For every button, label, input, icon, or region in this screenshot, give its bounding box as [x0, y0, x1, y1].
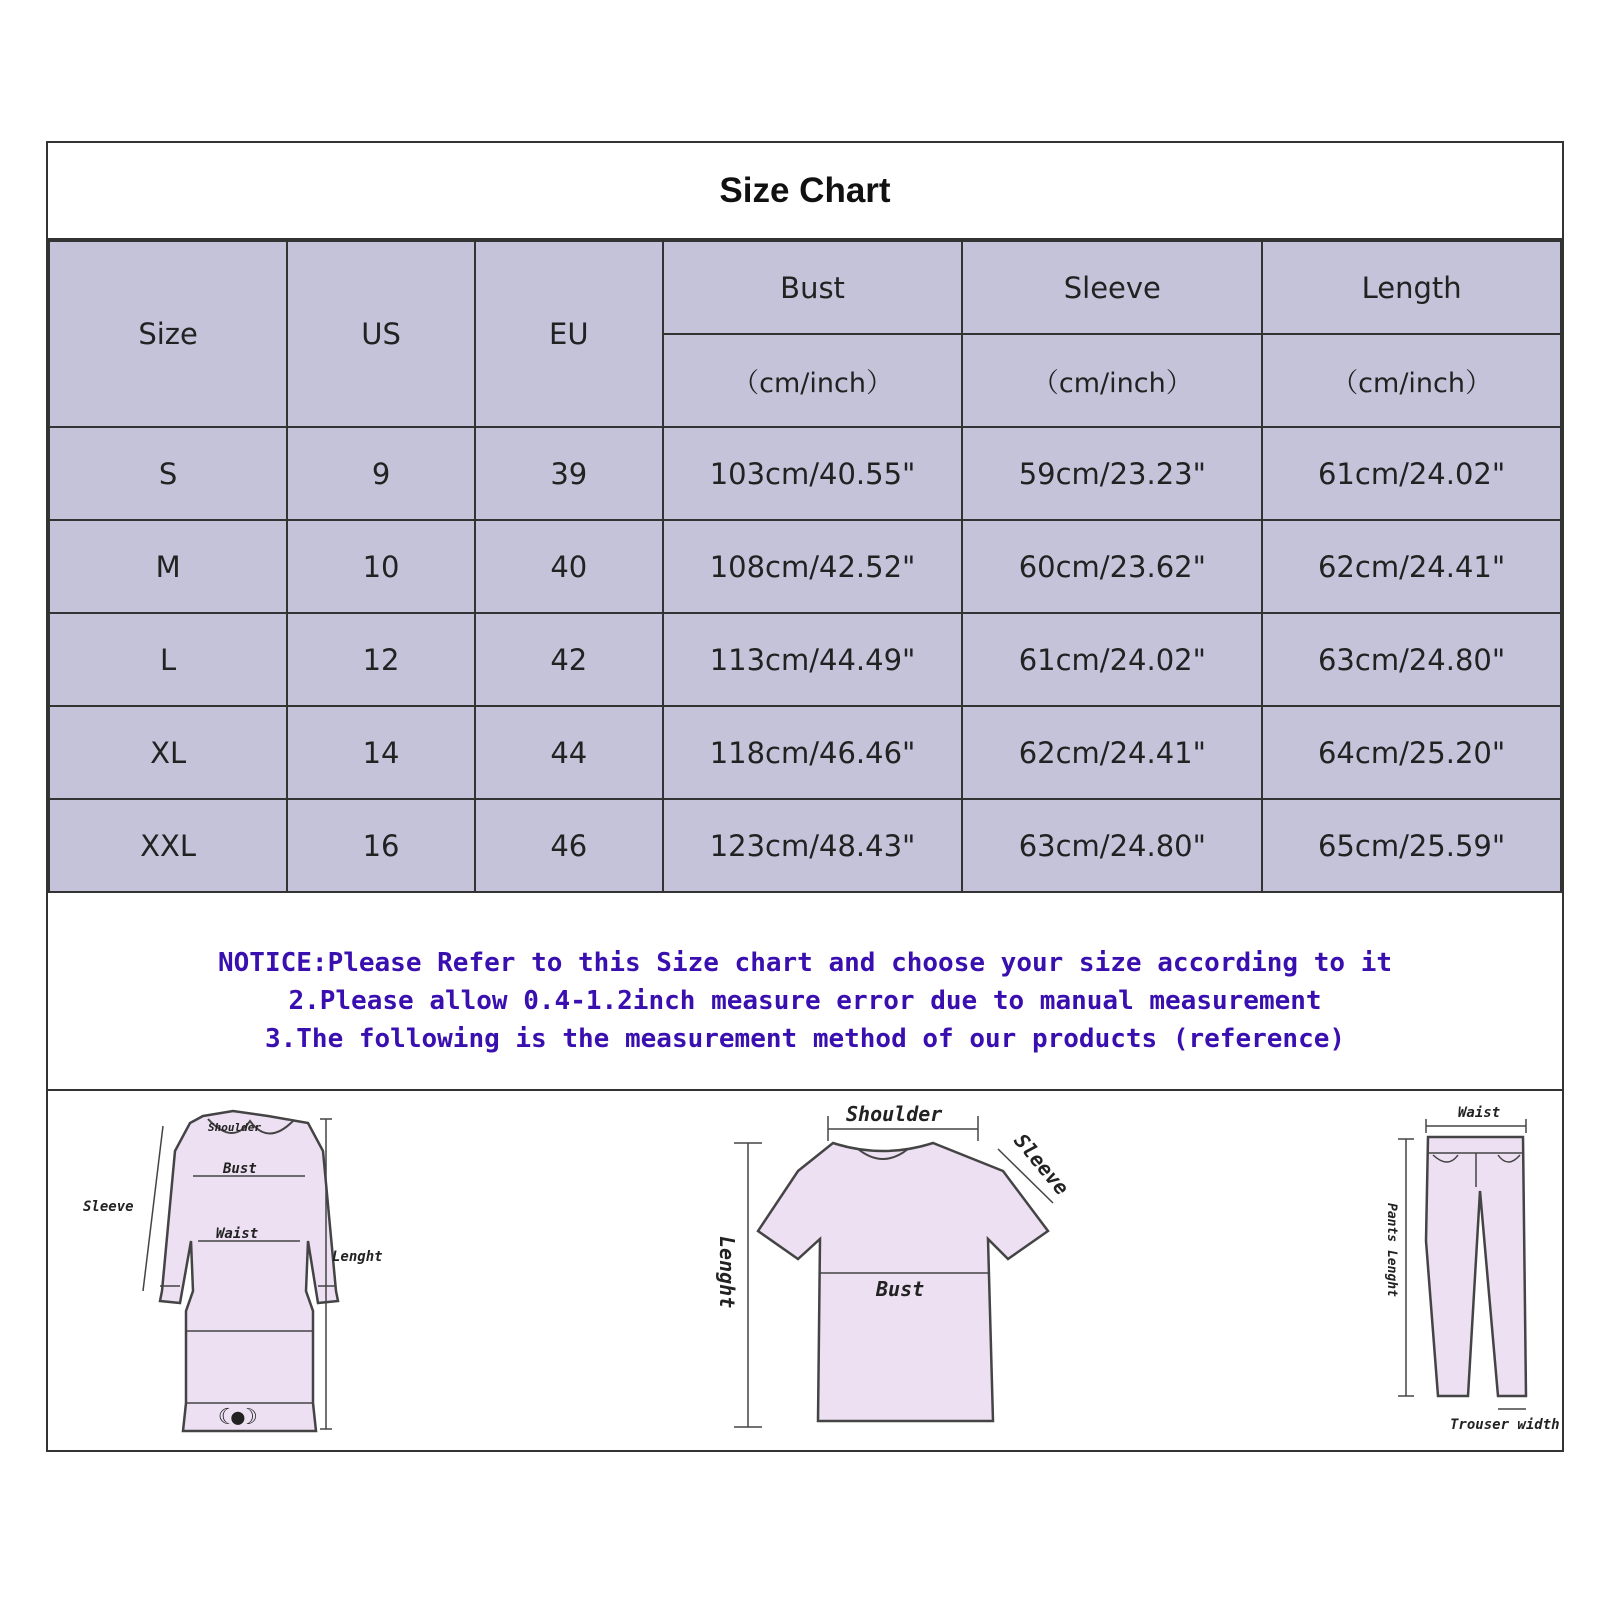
header-bust: Bust [663, 241, 963, 334]
header-eu: EU [475, 241, 663, 427]
notice-line-1: NOTICE:Please Refer to this Size chart and choose your size according to it [218, 947, 1392, 978]
header-us: US [287, 241, 475, 427]
dress-moon-pattern: ☾●☽ [218, 1405, 258, 1430]
table-row [49, 799, 1561, 892]
cell-sleeve: 63cm/24.80" [962, 799, 1262, 892]
notice-line-3: 3.The following is the measurement method of our products (reference) [264, 1023, 1346, 1054]
cell-sleeve: 62cm/24.41" [962, 706, 1262, 799]
pants-waist-label: Waist [1458, 1105, 1501, 1121]
header-bust-unit: （cm/inch） [663, 334, 963, 427]
cell-length: 62cm/24.41" [1262, 520, 1561, 613]
table-row [49, 520, 1561, 613]
cell-bust: 103cm/40.55" [663, 427, 963, 520]
dress-length-label: Lenght [332, 1249, 383, 1265]
cell-size: L [49, 613, 287, 706]
dress-sleeve-label: Sleeve [83, 1199, 134, 1215]
cell-size: XL [49, 706, 287, 799]
notice-box [48, 912, 1562, 1091]
table-row [49, 427, 1561, 520]
header-length-unit: （cm/inch） [1262, 334, 1561, 427]
cell-sleeve: 59cm/23.23" [962, 427, 1262, 520]
notice-line-2: 2.Please allow 0.4-1.2inch measure error due to manual measurement [288, 985, 1322, 1016]
header-sleeve-unit: （cm/inch） [962, 334, 1262, 427]
dress-bust-label: Bust [223, 1161, 257, 1177]
cell-size: S [49, 427, 287, 520]
dress-waist-label: Waist [216, 1226, 259, 1242]
cell-bust: 118cm/46.46" [663, 706, 963, 799]
dress-shoulder-label: Shoulder [208, 1121, 261, 1134]
cell-size: M [49, 520, 287, 613]
table-row [49, 613, 1561, 706]
cell-us: 9 [287, 427, 475, 520]
cell-eu: 40 [475, 520, 663, 613]
cell-us: 10 [287, 520, 475, 613]
cell-length: 64cm/25.20" [1262, 706, 1561, 799]
cell-bust: 123cm/48.43" [663, 799, 963, 892]
cell-sleeve: 60cm/23.62" [962, 520, 1262, 613]
tshirt-bust-label: Bust [876, 1277, 925, 1301]
pants-diagram [1308, 1091, 1562, 1450]
measurement-diagrams [48, 1091, 1562, 1450]
tshirt-diagram [668, 1091, 1088, 1450]
header-sleeve: Sleeve [962, 241, 1262, 334]
tshirt-sleeve-label: Sleeve [1009, 1128, 1074, 1200]
dress-diagram [68, 1091, 408, 1450]
cell-length: 61cm/24.02" [1262, 427, 1561, 520]
cell-sleeve: 61cm/24.02" [962, 613, 1262, 706]
header-length: Length [1262, 241, 1561, 334]
tshirt-shoulder-label: Shoulder [846, 1102, 943, 1126]
cell-us: 16 [287, 799, 475, 892]
cell-length: 63cm/24.80" [1262, 613, 1561, 706]
cell-eu: 44 [475, 706, 663, 799]
header-size: Size [49, 241, 287, 427]
cell-eu: 42 [475, 613, 663, 706]
tshirt-length-label: Lenght [715, 1236, 739, 1309]
cell-bust: 113cm/44.49" [663, 613, 963, 706]
pants-length-label: Pants Lenght [1384, 1203, 1399, 1297]
chart-title: Size Chart [48, 143, 1562, 240]
size-table [48, 240, 1562, 893]
size-chart-sheet [46, 141, 1564, 1452]
cell-eu: 39 [475, 427, 663, 520]
table-row [49, 706, 1561, 799]
cell-us: 14 [287, 706, 475, 799]
cell-eu: 46 [475, 799, 663, 892]
cell-length: 65cm/25.59" [1262, 799, 1561, 892]
cell-us: 12 [287, 613, 475, 706]
cell-bust: 108cm/42.52" [663, 520, 963, 613]
cell-size: XXL [49, 799, 287, 892]
pants-trouser-width-label: Trouser width [1450, 1417, 1560, 1433]
